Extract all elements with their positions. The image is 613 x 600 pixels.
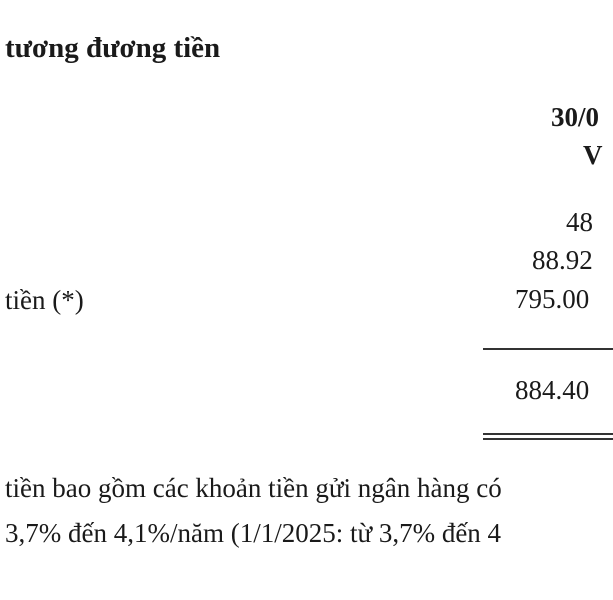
row-1-amount: 48 — [566, 207, 593, 237]
row-3-label: tiền (*) — [5, 285, 84, 315]
subtotal-rule — [483, 348, 613, 350]
total-double-rule-bottom — [483, 438, 613, 440]
row-3-amount: 795.00 — [515, 284, 590, 314]
note-line-2: 3,7% đến 4,1%/năm (1/1/2025: từ 3,7% đến 4 — [5, 518, 502, 548]
column-header-date: 30/0 — [551, 102, 600, 132]
total-double-rule-top — [483, 433, 613, 435]
column-header-unit: V — [583, 140, 603, 170]
section-title: tương đương tiền — [5, 32, 221, 64]
total-amount: 884.40 — [515, 375, 590, 405]
note-line-1: tiền bao gồm các khoản tiền gửi ngân hàng có — [5, 473, 502, 503]
row-2-amount: 88.92 — [532, 245, 593, 275]
